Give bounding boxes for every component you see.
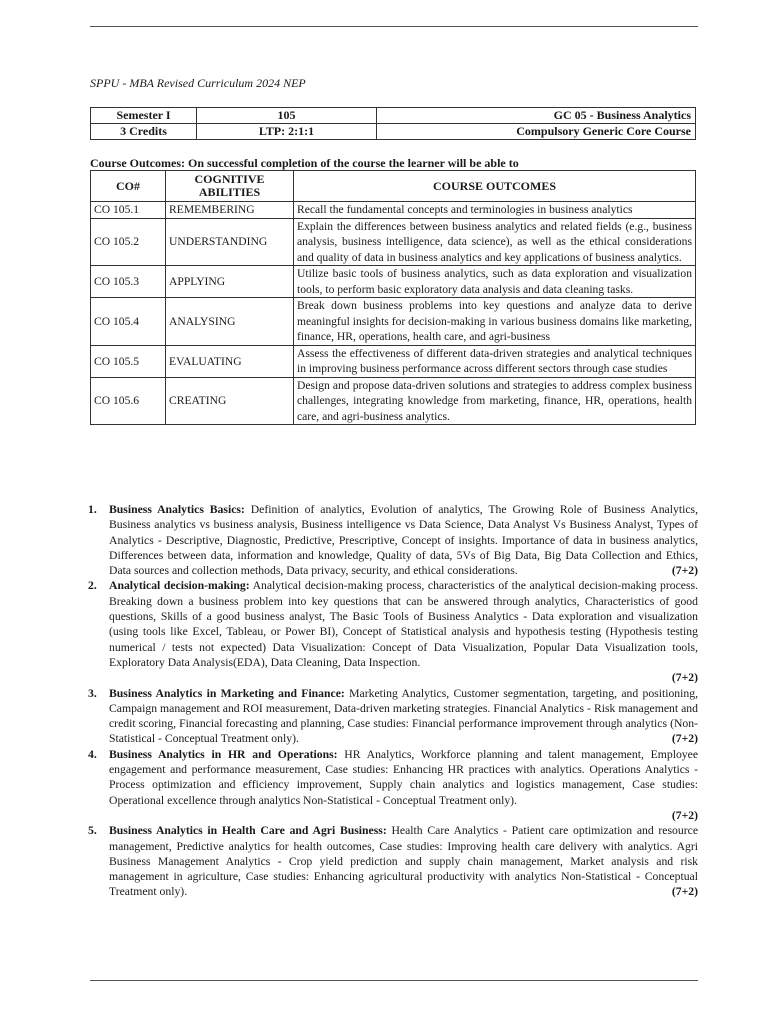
unit-hours: (7+2) xyxy=(671,885,698,899)
page-header: SPPU - MBA Revised Curriculum 2024 NEP xyxy=(90,76,306,90)
unit-hours: (7+2) xyxy=(671,564,698,578)
unit-title: Business Analytics in Marketing and Finance: xyxy=(109,686,345,700)
syllabus-unit xyxy=(88,686,698,747)
outcome-row xyxy=(91,377,696,425)
outcomes-intro: Course Outcomes: On successful completion of the course the learner will be able to xyxy=(90,156,519,170)
co-number: CO 105.2 xyxy=(91,218,166,266)
syllabus-unit xyxy=(88,578,698,685)
credits-cell: 3 Credits xyxy=(91,124,197,140)
course-info-table xyxy=(90,107,696,140)
unit-body: Definition of analytics, Evolution of analytics, The Growing Role of Business Analytics, Business analytics vs business analysis, Business intelligence vs Data Science, Data Analyst Vs Business Analyst, Types of Analytics - Descriptive, Diagnostic, Predictive, Prescriptive, Concept of insights. Importance of data in business analytics, Differences between data, information and knowledge, Quality of data, 5Vs of Big Data, Big Data Collection and Ethics, Data sources and collection methods, Data privacy, security, and ethical considerations. xyxy=(109,503,698,578)
outcome-row xyxy=(91,266,696,298)
co-number: CO 105.6 xyxy=(91,377,166,425)
outcomes-header-row xyxy=(91,171,696,202)
syllabus-unit xyxy=(88,823,698,899)
unit-number: 5. xyxy=(88,824,97,838)
unit-hours: (7+2) xyxy=(671,808,698,822)
syllabus-units xyxy=(88,502,698,900)
course-info-row-1 xyxy=(91,108,696,124)
outcome-description: Assess the effectiveness of different data-driven strategies and analytical techniques in improving business performance across different sectors through case studies xyxy=(294,345,696,377)
course-outcomes-header: COURSE OUTCOMES xyxy=(294,171,696,202)
unit-title: Business Analytics in HR and Operations: xyxy=(109,747,338,761)
outcome-row xyxy=(91,218,696,266)
co-number: CO 105.4 xyxy=(91,298,166,346)
co-number: CO 105.3 xyxy=(91,266,166,298)
unit-hours: (7+2) xyxy=(671,732,698,746)
unit-number: 2. xyxy=(88,579,97,593)
outcome-description: Design and propose data-driven solutions and strategies to address complex business challenges, integrating knowledge from marketing, finance, HR, operations, health care, and agri-business analytics. xyxy=(294,377,696,425)
top-rule xyxy=(90,26,698,27)
semester-cell: Semester I xyxy=(91,108,197,124)
unit-number: 3. xyxy=(88,686,97,700)
cognitive-ability: UNDERSTANDING xyxy=(166,218,294,266)
syllabus-unit xyxy=(88,747,698,823)
cognitive-ability: ANALYSING xyxy=(166,298,294,346)
outcome-description: Explain the differences between business analytics and related fields (e.g., business analysis, business intelligence, data science), as well as the ethical considerations and quality of data in business analytics and key applications of business analytics. xyxy=(294,218,696,266)
course-info-row-2 xyxy=(91,124,696,140)
bottom-rule xyxy=(90,980,698,981)
course-type-cell: Compulsory Generic Core Course xyxy=(377,124,696,140)
unit-body: HR Analytics, Workforce planning and talent management, Employee engagement and performance measurement, Case studies: Enhancing HR practices with analytics. Operations Analytics - Process optimization and efficiency improvement, Supply chain analytics and logistics management, Case studies: Operational excellence through analytics Non-Statistical - Conceptual Treatment only). xyxy=(109,747,699,807)
unit-body: Health Care Analytics - Patient care optimization and resource management, Predictive analytics for health outcomes, Case studies: Improving health care delivery with analytics. Agri Business Management Analytics - Crop yield prediction and supply chain management, Market analysis and risk management in agriculture, Case studies: Enhancing agricultural productivity with analytics Non-Statistical - Conceptual Treatment only). xyxy=(109,824,699,899)
outcome-description: Break down business problems into key questions and analyze data to derive meaningful insights for decision-making in various business domains like marketing, finance, HR, operations, health care, and agri-business xyxy=(294,298,696,346)
unit-title: Business Analytics Basics: xyxy=(109,503,245,516)
cognitive-ability: APPLYING xyxy=(166,266,294,298)
cognitive-ability: CREATING xyxy=(166,377,294,425)
cognitive-ability: REMEMBERING xyxy=(166,202,294,219)
co-number-header: CO# xyxy=(91,171,166,202)
unit-title: Business Analytics in Health Care and Agri Business: xyxy=(109,824,387,838)
syllabus-unit xyxy=(88,502,698,578)
cognitive-ability: EVALUATING xyxy=(166,345,294,377)
course-outcomes-table xyxy=(90,170,696,425)
co-number: CO 105.1 xyxy=(91,202,166,219)
unit-body: Analytical decision-making process, characteristics of the analytical decision-making process. Breaking down a business problem into key questions that can be answered through analytics, Characteristics of good questions, Skills of a good business analyst, The Basic Tools of Business Analytics - Data exploration and visualization (using tools like Excel, Tableau, or Power BI), Concept of Statistical analysis and hypothesis testing (Hypothesis testing numerical / tests not expected) Data Visualization: Concept of Data Visualization, Popular Data Visualization tools, Exploratory Data Analysis(EDA), Data Cleaning, Data Inspection. xyxy=(109,579,698,669)
unit-body: Marketing Analytics, Customer segmentation, targeting, and positioning, Campaign management and ROI measurement, Data-driven marketing strategies. Financial Analytics - Risk management and credit scoring, Financial forecasting and planning, Case studies: Financial performance improvement through analytics (Non-Statistical - Conceptual Treatment only). xyxy=(109,686,699,746)
unit-title: Analytical decision-making: xyxy=(109,579,250,593)
cognitive-abilities-header: COGNITIVE ABILITIES xyxy=(166,171,294,202)
outcome-row xyxy=(91,345,696,377)
outcome-row xyxy=(91,202,696,219)
outcome-row xyxy=(91,298,696,346)
ltp-cell: LTP: 2:1:1 xyxy=(197,124,377,140)
course-code-cell: 105 xyxy=(197,108,377,124)
unit-number: 4. xyxy=(88,747,97,761)
course-name-cell: GC 05 - Business Analytics xyxy=(377,108,696,124)
co-number: CO 105.5 xyxy=(91,345,166,377)
outcome-description: Recall the fundamental concepts and terminologies in business analytics xyxy=(294,202,696,219)
outcome-description: Utilize basic tools of business analytics, such as data exploration and visualization tools, to perform basic exploratory data analysis and data cleaning tasks. xyxy=(294,266,696,298)
unit-hours: (7+2) xyxy=(671,671,698,685)
unit-number: 1. xyxy=(88,503,97,516)
